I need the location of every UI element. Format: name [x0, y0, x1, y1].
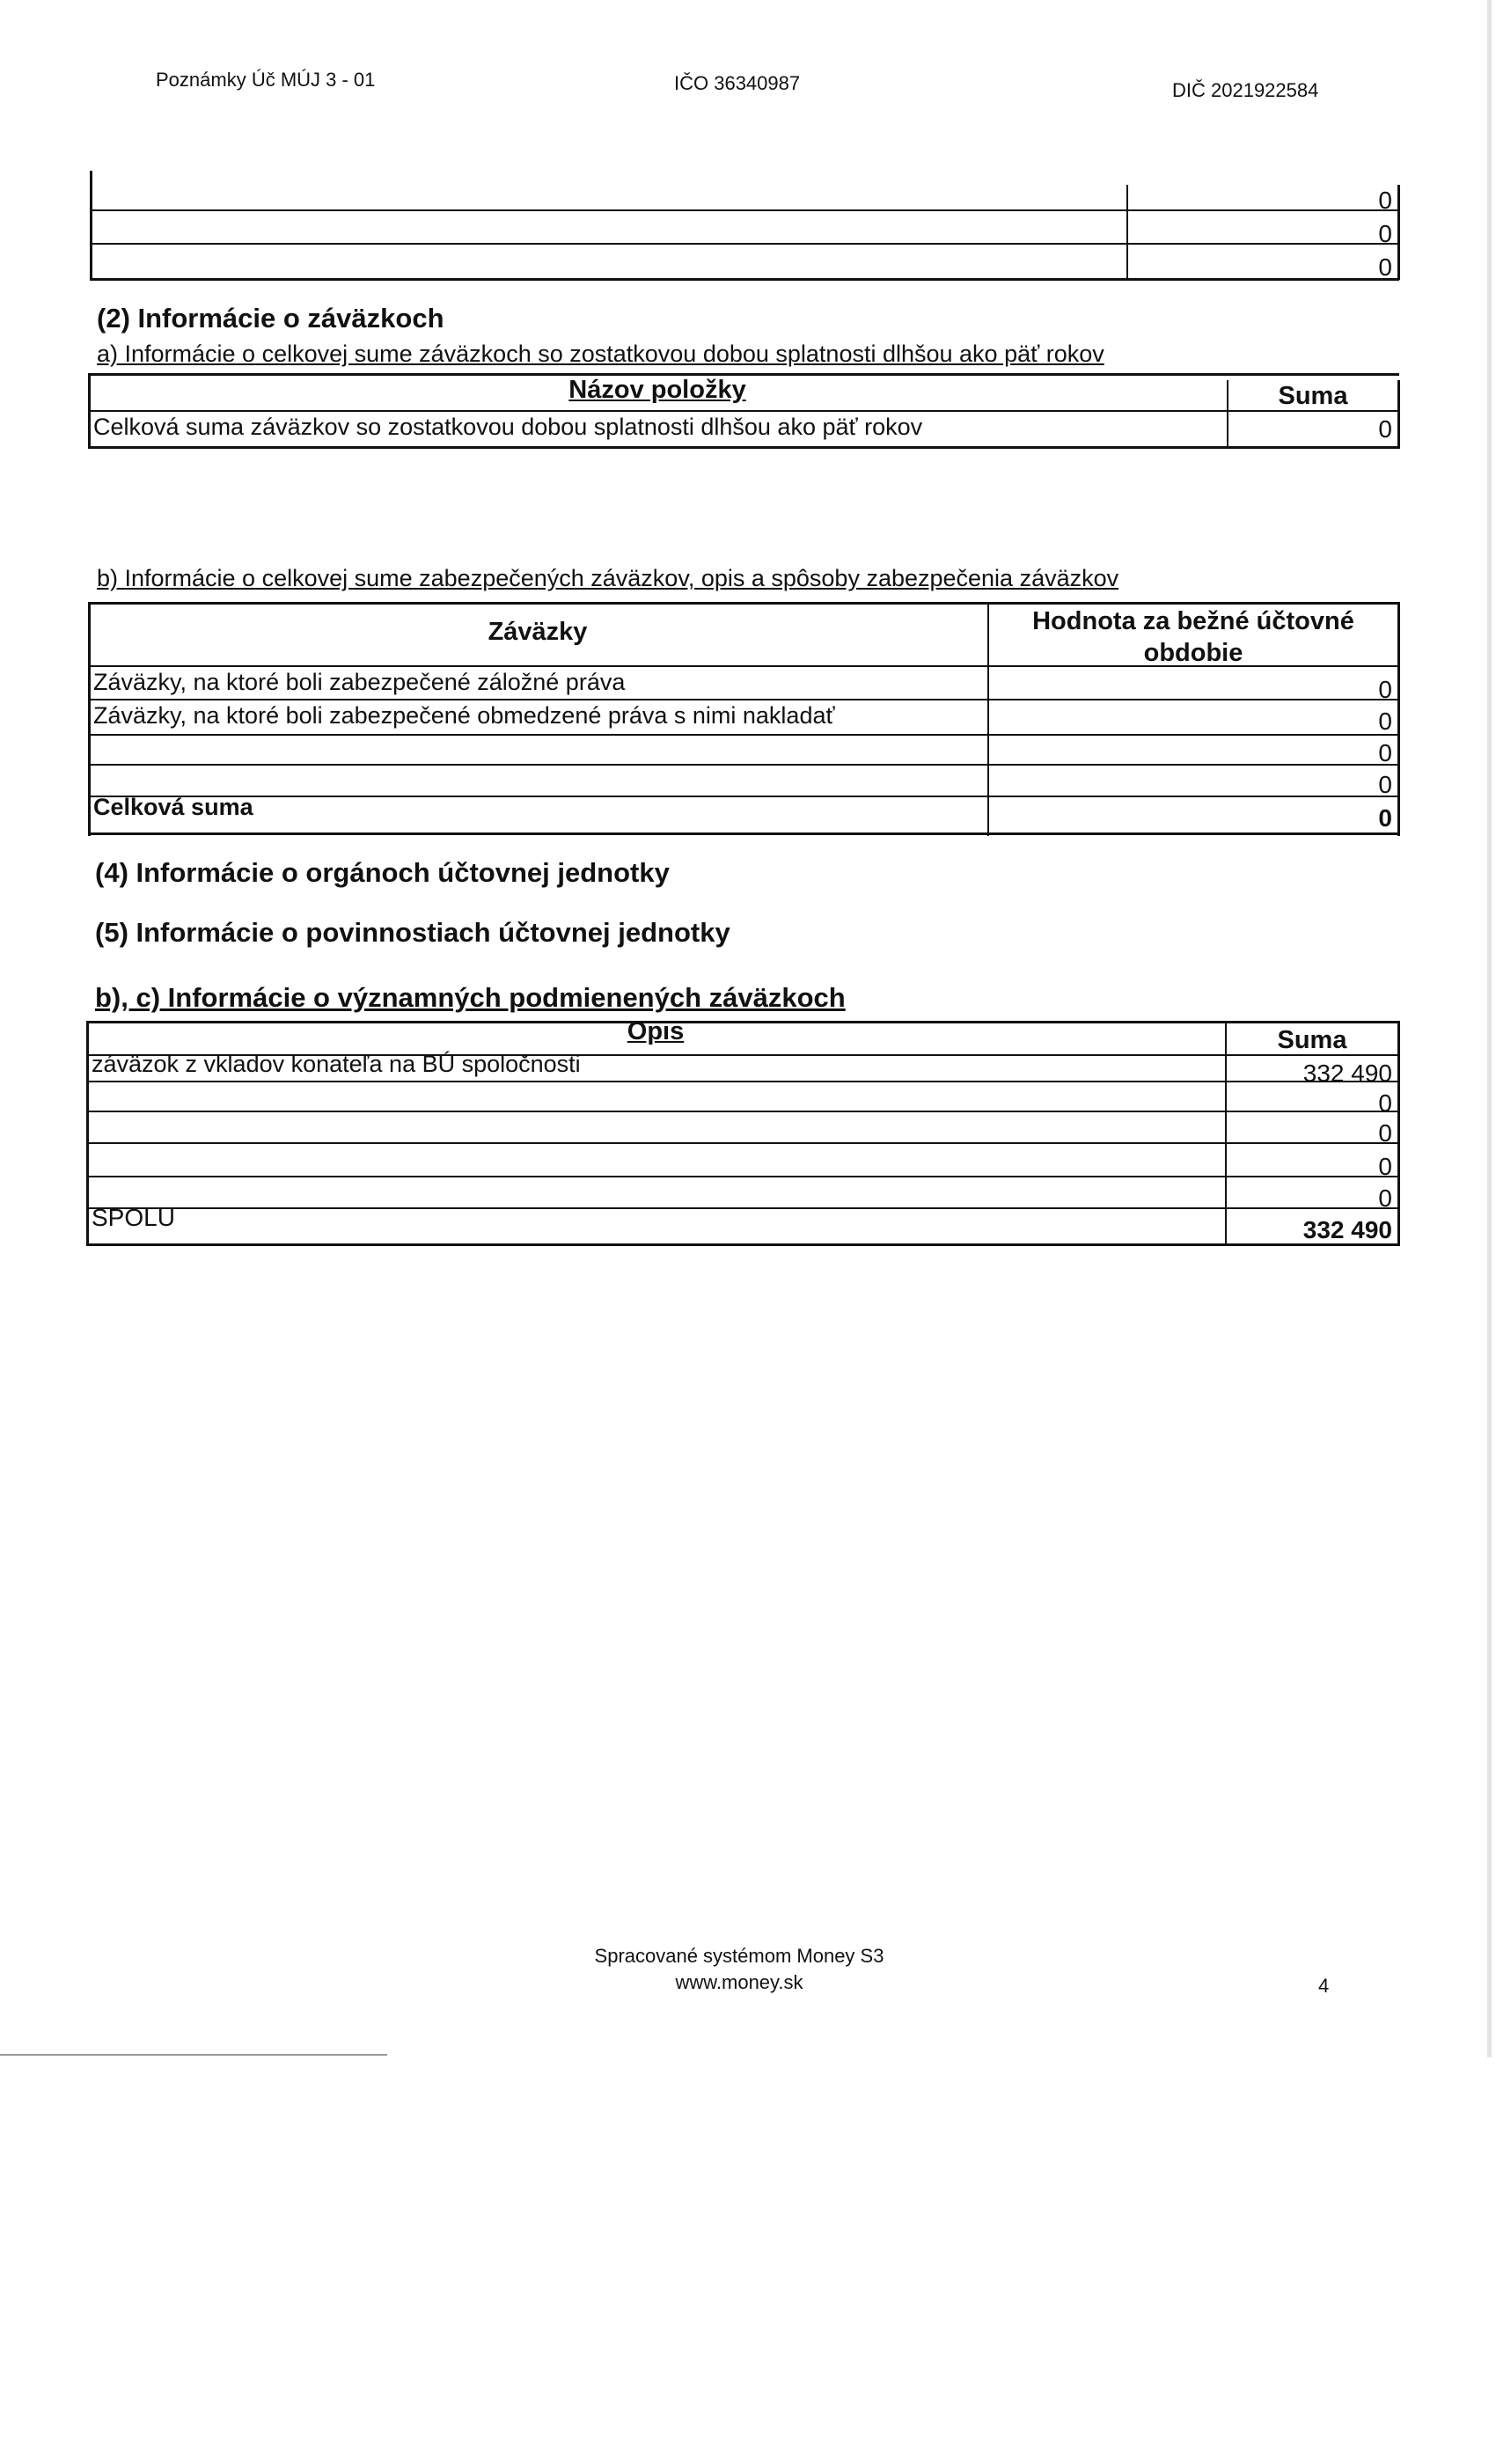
section-2b-heading: b) Informácie o celkovej sume zabezpečených záväzkov, opis a spôsoby zabezpečenia záväzkov: [97, 565, 1119, 591]
table-2a-row-value: 0: [1378, 415, 1392, 443]
table-2a-col-sum: Suma: [1278, 382, 1348, 410]
table-bc-row-label: záväzok z vkladov konateľa na BÚ spoločnosti: [92, 1051, 581, 1077]
table-bc-row-value: 332 490: [1302, 1060, 1392, 1087]
footer-system: Spracované systémom Money S3: [594, 1945, 884, 1967]
table-2b-row-value: 0: [1378, 676, 1392, 703]
table-2b-row-value: 0: [1378, 771, 1392, 798]
table-bc-row-value: 0: [1378, 1089, 1392, 1117]
section-5-title: (5) Informácie o povinnostiach účtovnej jednotky: [95, 917, 730, 948]
page-edge: [0, 2054, 387, 2056]
section-2-title: (2) Informácie o záväzkoch: [97, 303, 444, 334]
table-bc-total-value: 332 490: [1302, 1216, 1392, 1243]
table-2b-col-value-line1: Hodnota za bežné účtovné: [1032, 607, 1354, 635]
section-4-title: (4) Informácie o orgánoch účtovnej jednotky: [95, 857, 670, 888]
table-2b-total-label: Celková suma: [93, 794, 253, 820]
table-2b-row-label: Záväzky, na ktoré boli zabezpečené záložné práva: [93, 669, 626, 695]
header-dic: DIČ 2021922584: [1172, 79, 1319, 101]
table-2b-row-label: Záväzky, na ktoré boli zabezpečené obmedzené práva s nimi nakladať: [93, 702, 835, 729]
table-2b-col-value-line2: obdobie: [1143, 639, 1243, 667]
top-table-value: 0: [1378, 220, 1392, 247]
table-2b-total-value: 0: [1378, 804, 1392, 832]
table-2b-row-value: 0: [1378, 739, 1392, 766]
table-bc-row-value: 0: [1378, 1119, 1392, 1147]
header-left: Poznámky Úč MÚJ 3 - 01: [156, 69, 376, 91]
footer-website: www.money.sk: [675, 1971, 803, 1993]
table-bc-col-opis: Opis: [627, 1017, 685, 1045]
table-bc-col-suma: Suma: [1277, 1026, 1347, 1054]
page-number: 4: [1318, 1975, 1330, 1997]
table-2b-col-zavazky: Záväzky: [488, 618, 588, 646]
table-2b-row-value: 0: [1378, 708, 1392, 735]
section-2a-heading: a) Informácie o celkovej sume záväzkoch so zostatkovou dobou splatnosti dlhšou ako päť rokov: [97, 341, 1104, 367]
section-bc-title: b), c) Informácie o významných podmienených záväzkoch: [95, 982, 846, 1013]
table-bc-total-label: SPOLU: [92, 1204, 175, 1231]
header-ico: IČO 36340987: [674, 72, 801, 94]
table-bc-row-value: 0: [1378, 1184, 1392, 1212]
top-table-value: 0: [1378, 253, 1392, 281]
table-2a-row-label: Celková suma záväzkov so zostatkovou dobou splatnosti dlhšou ako päť rokov: [93, 414, 923, 440]
top-table-value: 0: [1378, 187, 1392, 214]
table-bc-row-value: 0: [1378, 1153, 1392, 1180]
table-2a-col-name: Názov položky: [568, 376, 746, 404]
